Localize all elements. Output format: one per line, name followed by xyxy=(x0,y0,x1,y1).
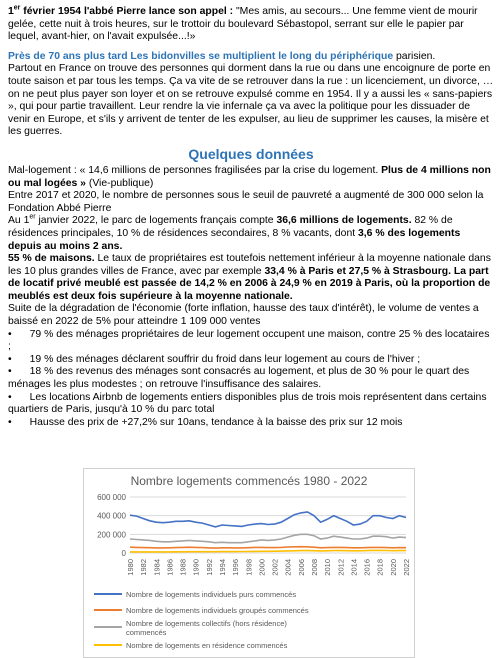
y-tick-label: 200 000 xyxy=(97,530,126,540)
x-tick-label: 2008 xyxy=(310,559,319,576)
bullet-marker: • xyxy=(8,328,12,340)
facts-p5: Suite de la dégradation de l'économie (forte inflation, hausse des taux d'intérêt), le volume de ventes a baissé en 2022 de 5% pour atteindre 1 109 000 ventes xyxy=(8,303,479,328)
y-tick-label: 600 000 xyxy=(97,493,126,502)
section-title: Quelques données xyxy=(188,145,314,162)
facts-bullet-list xyxy=(8,329,494,430)
intro-date-sup: er xyxy=(13,4,21,12)
x-tick-label: 2020 xyxy=(388,559,398,576)
housing-starts-chart xyxy=(83,468,415,658)
bullet-item xyxy=(8,366,494,391)
facts-p4-b: Le taux de propriétaires est toutefois nettement inférieur à la moyenne nationale dans les 10 plus grandes villes de France, avec par exemple xyxy=(8,253,491,277)
chart-svg xyxy=(84,469,414,657)
facts-p3 xyxy=(8,215,494,253)
x-tick-label: 1990 xyxy=(191,559,201,576)
facts-p4-c: 33,4 % à Paris et 27,5 % à Strasbourg. La part de locatif privé meublé est passée de 14,2 % en 2006 à 24,9 % en 2019 à Paris, où la proportion de meublés est deux fois supérieure à la moyenne nationale. xyxy=(8,265,491,302)
bullet-item xyxy=(8,392,494,417)
facts-p4-a: 55 % de maisons. xyxy=(8,253,95,265)
bidonvilles-body: Partout en France on trouve des personnes qui dorment dans la rue ou dans une encoignure de porte en toute saison et par tous les temps. Ça va vite de se retrouver dans la rue : un licenciement, un divorce, … on ne peut plus payer son loyer et on se retrouve expulsé comme en 1954. Il y a aussi les « sans-papiers », qui pour partie travaillent. Leur rendre la vie infernale ça va avec la politique pour les dissuader de venir en Europe, et s'ils y arrivent de tenter de les expulser, au lieu de supprimer les causes, la misère et les guerres. xyxy=(8,63,494,138)
legend-label: Nombre de logements individuels groupés commencés xyxy=(126,606,309,615)
facts-p4 xyxy=(8,253,494,303)
bullet-marker: • xyxy=(8,366,12,378)
x-tick-label: 2002 xyxy=(270,559,280,576)
x-tick-label: 2000 xyxy=(257,559,267,576)
x-tick-label: 2012 xyxy=(336,559,346,576)
y-tick-label: 0 xyxy=(121,549,126,558)
x-tick-label: 2004 xyxy=(283,559,293,576)
facts-p3-b: janvier 2022, le parc de logements français compte xyxy=(35,215,277,227)
bullet-marker: • xyxy=(8,391,12,403)
facts-p2: Entre 2017 et 2020, le nombre de personnes sous le seuil de pauvreté a augmenté de 300 000 selon la Fondation Abbé Pierre xyxy=(8,190,484,214)
x-tick-label: 1982 xyxy=(139,559,149,576)
bullet-item xyxy=(8,354,494,367)
legend-label: Nombre de logements en résidence commencés xyxy=(126,641,288,650)
bullet-text: Les locations Airbnb de logements entiers disponibles plus de trois mois représentent dans certains quartiers de Paris, jusqu'à 10 % du parc total xyxy=(8,391,487,416)
bidonvilles-lead: Près de 70 ans plus tard Les bidonvilles se multiplient le long du périphérique xyxy=(8,50,394,62)
x-tick-label: 1996 xyxy=(231,559,241,576)
x-tick-label: 1986 xyxy=(165,559,175,576)
article xyxy=(8,6,494,429)
x-tick-label: 1984 xyxy=(152,559,162,576)
facts-p1-a: Mal-logement : « 14,6 millions de personnes fragilisées par la crise du logement. xyxy=(8,164,382,176)
series-line-2 xyxy=(130,547,406,548)
x-tick-label: 2006 xyxy=(296,559,306,576)
facts-p1-b: Plus de 4 millions non ou mal logées » xyxy=(8,164,491,189)
x-tick-label: 1994 xyxy=(218,559,227,576)
series-line-1 xyxy=(130,512,406,527)
x-tick-label: 2016 xyxy=(362,559,372,576)
x-tick-label: 2018 xyxy=(375,559,385,576)
bullet-text: 79 % des ménages propriétaires de leur logement occupent une maison, contre 25 % des locataires ; xyxy=(8,328,490,353)
intro-date xyxy=(8,6,233,17)
bullet-text: 19 % des ménages déclarent souffrir du froid dans leur logement au cours de l'hiver ; xyxy=(29,353,421,365)
x-tick-label: 1998 xyxy=(244,559,254,576)
bullet-marker: • xyxy=(8,416,12,428)
series-line-4 xyxy=(130,550,406,552)
facts-p3-c: 36,6 millions de logements. xyxy=(276,215,412,227)
chart-title: Nombre logements commencés 1980 - 2022 xyxy=(130,474,368,488)
x-tick-label: 1980 xyxy=(126,559,135,576)
x-tick-label: 1992 xyxy=(204,559,214,576)
bullet-marker: • xyxy=(8,353,12,365)
y-tick-label: 400 000 xyxy=(97,511,126,521)
series-line-3 xyxy=(130,534,406,542)
bullet-item xyxy=(8,329,494,354)
intro-date-rest: février 1954 l'abbé Pierre lance son appel : xyxy=(20,6,234,17)
intro-quote: "Mes amis, au secours... Une femme vient de mourir gelée, cette nuit à trois heures, sur le trottoir du boulevard Sébastopol, serrant sur elle le papier par lequel, avant-hier, on l'avait expulsée...!» xyxy=(8,6,478,43)
x-tick-label: 1988 xyxy=(178,559,188,576)
bullet-item xyxy=(8,417,494,430)
facts-p3-e: 3,6 % des logements depuis au moins 2 ans. xyxy=(8,227,461,252)
bidonvilles-lead-tail: parisien. xyxy=(393,50,436,62)
legend-label: Nombre de logements collectifs (hors résidence) commencés xyxy=(126,619,287,637)
x-tick-label: 2014 xyxy=(349,559,359,576)
facts-p1 xyxy=(8,165,494,190)
intro-date-day: 1 xyxy=(8,6,14,17)
x-tick-label: 2010 xyxy=(323,559,333,576)
bullet-text: 18 % des revenus des ménages sont consacrés au logement, et plus de 30 % pour le quart des ménages les plus modestes ; on retrouve l'insuffisance des salaires. xyxy=(8,366,470,391)
facts-p1-c: (Vie-publique) xyxy=(85,177,154,189)
legend-label: Nombre de logements individuels purs commencés xyxy=(126,590,297,599)
x-tick-label: 2022 xyxy=(402,559,411,576)
facts-p3-d: 82 % de résidences principales, 10 % de résidences secondaires, 8 % vacants, dont xyxy=(8,215,453,239)
bidonvilles-lead-paragraph xyxy=(8,51,494,64)
facts-p3-sup: er xyxy=(29,213,36,221)
facts-p3-a: Au 1 xyxy=(8,215,30,227)
bullet-text: Hausse des prix de +27,2% sur 10ans, tendance à la baisse des prix sur 12 mois xyxy=(29,416,403,428)
intro-paragraph xyxy=(8,6,494,44)
